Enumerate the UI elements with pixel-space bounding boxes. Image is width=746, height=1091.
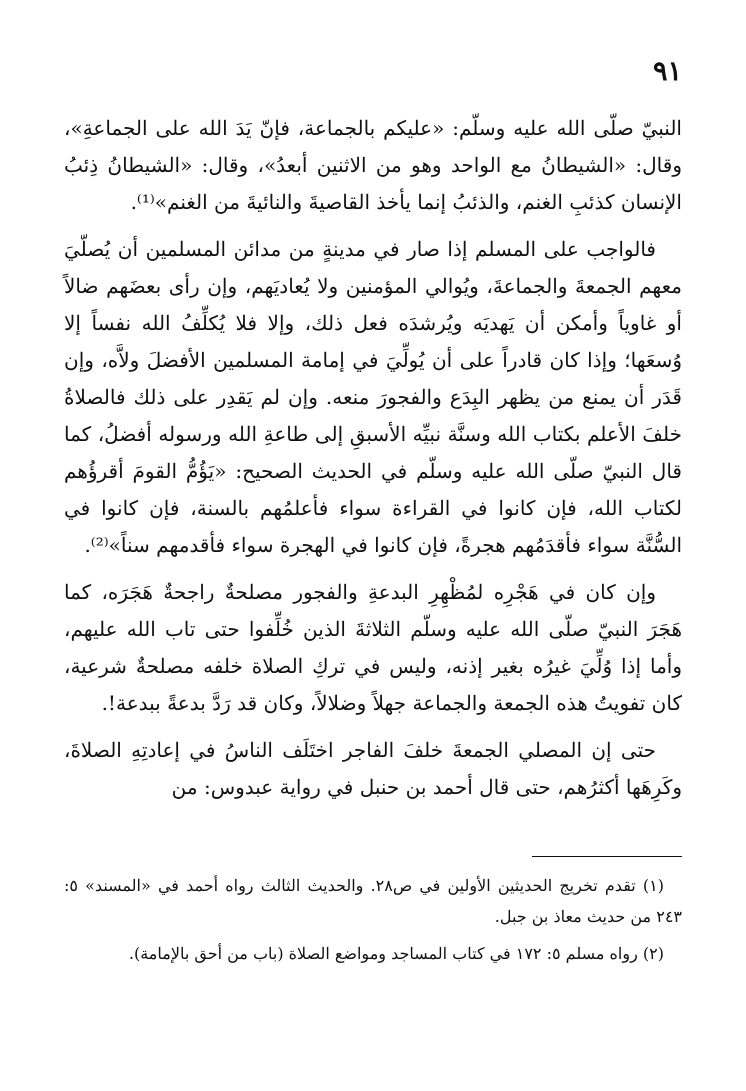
book-page [64,40,682,1070]
footnotes [64,870,682,975]
paragraph-prayer-with-muslims: فالواجب على المسلم إذا صار في مدينةٍ من مدائن المسلمين أن يُصلّيَ معهم الجمعةَ والجماعةَ، ويُوالي المؤمنين ولا يُعاديَهم، وإن رأى بعضَهم ضالاً أو غاوياً وأمكن أن يَهديَه ويُرشدَه فعل ذلك، وإلا فلا يُكلِّفُ الله نفساً إلا وُسعَها؛ وإذا كان قادراً على أن يُولِّيَ في إمامة المسلمين الأفضلَ ولاَّه، وإن قَدَر أن يمنع من يظهر البِدَع والفجورَ منعه. وإن لم يَقدِر على ذلك فالصلاةُ خلفَ الأعلم بكتاب الله وسنَّة نبيِّه الأسبقِ إلى طاعةِ الله ورسوله أفضلُ، كما قال النبيّ صلّى الله عليه وسلّم في الحديث الصحيح: «يَؤُمُّ القومَ أقرؤُهم لكتاب الله، فإن كانوا في القراءة سواء فأعلمُهم بالسنة، فإن كانوا في السُّنَّة سواء فأقدَمُهم هجرةً، فإن كانوا في الهجرة سواء فأقدمهم سناً»⁽²⁾. [64,237,682,557]
footnote-2: (٢) رواه مسلم ٥: ١٧٢ في كتاب المساجد ومواضع الصلاة (باب من أحق بالإمامة). [128,944,664,963]
paragraph-hadith-jamaah: النبيّ صلّى الله عليه وسلّم: «عليكم بالجماعة، فإنّ يَدَ الله على الجماعةِ»، وقال: «الشيطانُ مع الواحد وهو من الاثنين أبعدُ»، وقال: «الشيطانُ ذِئبُ الإنسان كذئبِ الغنم، والذئبُ إنما يأخذ القاصيةَ والنائيةَ من الغنم»⁽¹⁾. [64,116,682,214]
page-number: ٩١ [652,56,682,87]
footnote-divider [532,856,682,857]
footnote-1: (١) تقدم تخريج الحديثين الأولين في ص٢٨. والحديث الثالث رواه أحمد في «المسند» ٥: ٢٤٣ من حديث معاذ بن جبل. [64,876,682,926]
main-text [64,110,682,816]
paragraph-hajr: وإن كان في هَجْرِه لمُظْهِرِ البدعةِ والفجور مصلحةٌ راجحةٌ هَجَرَه، كما هَجَرَ النبيّ صلّى الله عليه وسلّم الثلاثةَ الذين خُلِّفوا حتى تاب الله عليهم، وأما إذا وُلِّيَ غيرُه بغير إذنه، وليس في تركِ الصلاة خلفه مصلحةٌ شرعية، كان تفويتُ هذه الجمعة والجماعة جهلاً وضلالاً، وكان قد رَدَّ بدعةً ببدعة!. [64,580,682,715]
paragraph-repeating-prayer: حتى إن المصلي الجمعةَ خلفَ الفاجر اختَلَف الناسُ في إعادتِهِ الصلاةَ، وكَرِهَها أكثرُهم، حتى قال أحمد بن حنبل في رواية عبدوس: من [64,738,682,799]
